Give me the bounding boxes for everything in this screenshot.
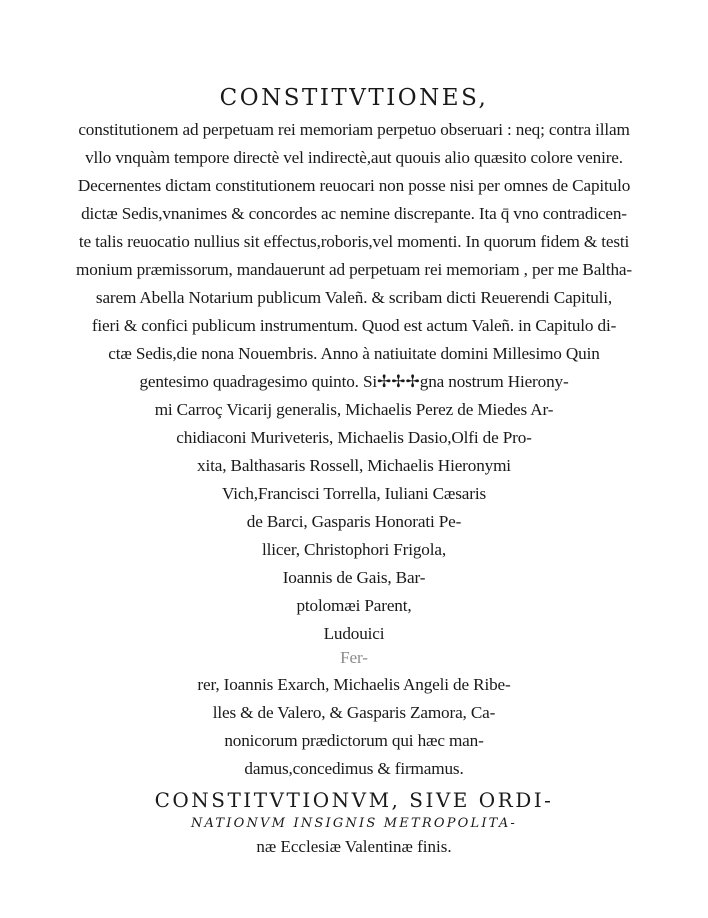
- colophon-line-3: næ Ecclesiæ Valentinæ finis.: [256, 837, 452, 856]
- body-line: Ludouici: [323, 624, 385, 643]
- body-line: nonicorum prædictorum qui hæc man-: [224, 731, 484, 750]
- body-line: lles & de Valero, & Gasparis Zamora, Ca-: [212, 703, 496, 722]
- body-line: de Barci, Gasparis Honorati Pe-: [246, 512, 462, 531]
- body-line: ctæ Sedis,die nona Nouembris. Anno à natiuitate domini Millesimo Quin: [108, 344, 600, 363]
- body-line: Ioannis de Gais, Bar-: [282, 568, 426, 587]
- body-line: vllo vnquàm tempore directè vel indirectè,aut quouis alio quæsito colore venire.: [85, 148, 623, 167]
- body-line: rer, Ioannis Exarch, Michaelis Angeli de Ribe-: [197, 675, 511, 694]
- body-line: constitutionem ad perpetuam rei memoriam perpetuo obseruari : neq; contra illam: [78, 120, 630, 139]
- body-line: llicer, Christophori Frigola,: [262, 540, 446, 559]
- body-line: gentesimo quadragesimo quinto. Si✢✢✢gna nostrum Hierony-: [139, 372, 569, 391]
- body-line: fieri & confici publicum instrumentum. Quod est actum Valeñ. in Capitulo di-: [91, 316, 617, 335]
- body-line: Decernentes dictam constitutionem reuocari non posse nisi per omnes de Capitulo: [77, 176, 631, 195]
- body-line: ptolomæi Parent,: [296, 596, 412, 615]
- page-heading: CONSTITVTIONES,: [219, 85, 489, 111]
- body-line: monium præmissorum, mandauerunt ad perpetuam rei memoriam , per me Baltha-: [76, 260, 632, 279]
- colophon-line-2: NATIONVM INSIGNIS METROPOLITA-: [190, 816, 518, 831]
- body-line: mi Carroç Vicarij generalis, Michaelis Perez de Miedes Ar-: [154, 400, 554, 419]
- body-line: dictæ Sedis,vnanimes & concordes ac nemine discrepante. Ita q̄ vno contradicen-: [81, 204, 627, 223]
- colophon-line-1: CONSTITVTIONVM, SIVE ORDI-: [154, 788, 554, 812]
- body-line: damus,concedimus & firmamus.: [244, 759, 464, 778]
- body-line: te talis reuocatio nullius sit effectus,roboris,vel momenti. In quorum fidem & testi: [78, 232, 630, 251]
- body-line: xita, Balthasaris Rossell, Michaelis Hieronymi: [197, 456, 511, 475]
- body-line: Vich,Francisci Torrella, Iuliani Cæsaris: [222, 484, 486, 503]
- body-line: chidiaconi Muriveteris, Michaelis Dasio,Olfi de Pro-: [176, 428, 532, 447]
- body-line: Fer-: [340, 648, 368, 667]
- body-line: sarem Abella Notarium publicum Valeñ. & scribam dicti Reuerendi Capituli,: [95, 288, 613, 307]
